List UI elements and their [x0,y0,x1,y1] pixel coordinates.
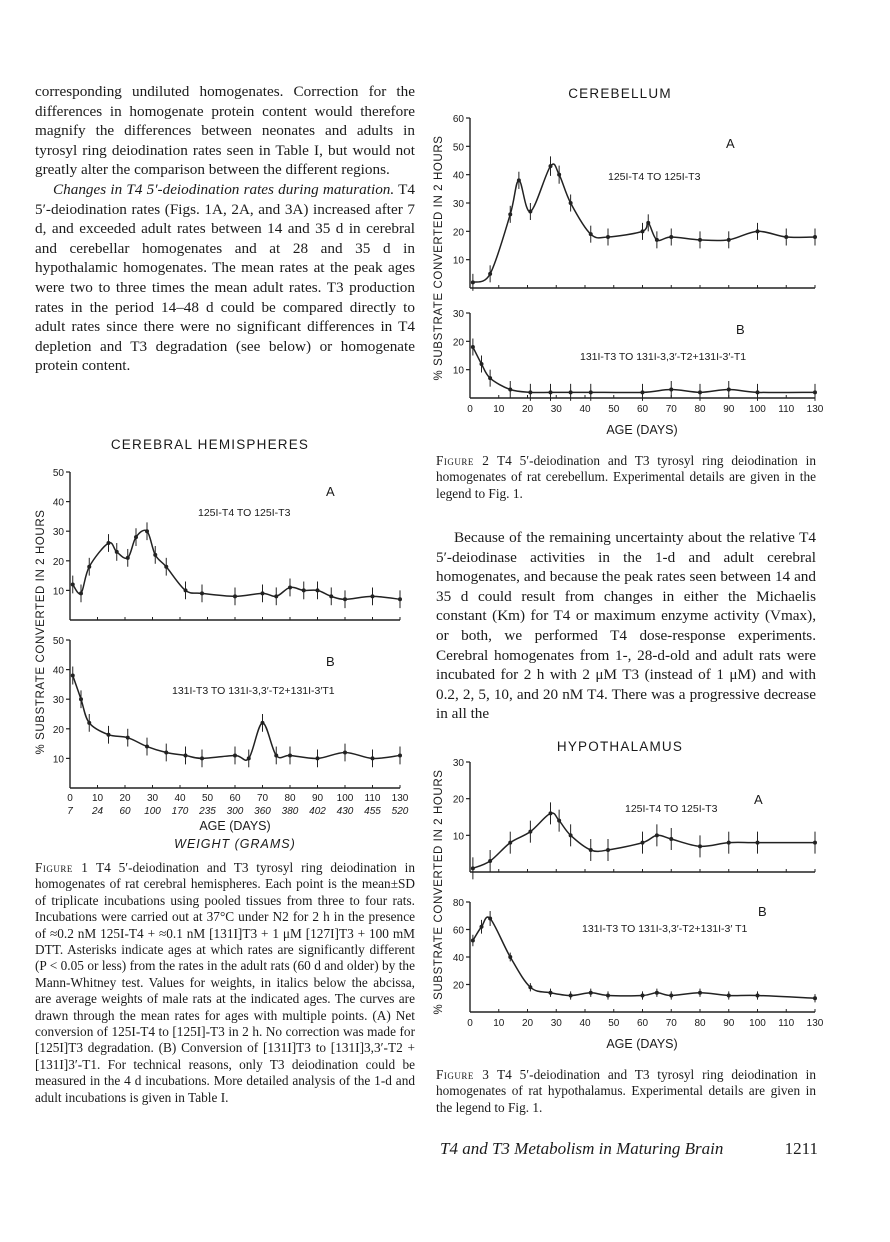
fig1-x-tick-label: 70 [256,793,269,804]
fig1-a-data-point [115,550,119,554]
fig2-b-data-point [471,345,475,349]
fig1-a-reaction-label: 125I-T4 TO 125I-T3 [198,507,291,519]
figure2-caption-text: T4 5′-deiodination and T3 tyrosyl ring deiodination in homogenates of rat cerebellum. Experimental details are given in the legend to Fig. 1. [436,453,816,501]
fig2-a-data-point [569,201,573,205]
fig1-y-axis-label: % SUBSTRATE CONVERTED IN 2 HOURS [35,509,47,755]
fig1-b-data-point [71,674,75,678]
fig1-b-panel-letter: B [326,654,335,669]
fig2-b-data-point [528,390,532,394]
fig1-x-tick-label: 80 [284,793,296,804]
fig3-b-data-point [589,991,593,995]
fig3-a-data-point [813,841,817,845]
figure1-caption [35,860,415,1106]
fig2-b-reaction-label: 131I-T3 TO 131I-3,3′-T2+131I-3′-T1 [580,351,747,363]
fig1-a-data-point [398,597,402,601]
fig1-b-y-tick-label: 30 [52,695,64,707]
fig1-a-data-point [233,594,237,598]
fig2-b-data-point [569,390,573,394]
fig2-b-data-point [589,390,593,394]
fig1-a-data-point [126,556,130,560]
fig3-x-tick-label: 50 [608,1018,620,1029]
fig2-b-y-tick-label: 30 [452,309,464,320]
fig2-a-y-tick-label: 50 [452,142,464,154]
fig2-a-data-point [549,164,553,168]
fig2-x-tick-label: 130 [806,404,824,415]
fig3-b-y-tick-label: 80 [452,898,464,909]
fig2-x-tick-label: 80 [694,404,706,415]
fig1-a-series-line [73,530,400,599]
fig1-b-data-point [200,756,204,760]
fig2-b-data-point [669,388,673,392]
fig1-a-y-tick-label: 20 [52,556,64,568]
fig2-b-data-point [488,376,492,380]
fig3-a-reaction-label: 125I-T4 TO 125I-T3 [625,803,718,815]
fig2-a-data-point [606,235,610,239]
fig3-b-data-point [669,994,673,998]
fig2-b-data-point [813,390,817,394]
fig2-x-tick-label: 110 [778,404,795,415]
fig3-x-tick-label: 30 [550,1018,562,1029]
fig2-a-y-tick-label: 30 [452,199,464,210]
running-title: T4 and T3 Metabolism in Maturing Brain [440,1139,724,1158]
fig1-a-data-point [153,553,157,557]
fig1-x-tick-label: 60 [229,793,241,804]
fig3-b-panel-letter: B [758,904,767,919]
fig1-b-data-point [261,721,265,725]
fig2-x-tick-label: 60 [636,404,649,415]
fig3-a-data-point [727,841,731,845]
left-paragraph-2 [35,180,415,376]
fig1-a-y-tick-label: 40 [52,497,64,509]
figure3-caption [436,1067,816,1116]
fig3-a-data-point [471,866,475,870]
fig3-b-data-point [756,994,760,998]
fig2-x-tick-label: 0 [467,404,473,415]
fig2-a-data-point [508,212,512,216]
fig1-a-data-point [288,585,292,589]
fig2-x-tick-label: 100 [749,404,766,415]
fig3-a-data-point [508,841,512,845]
fig3-b-data-point [528,985,532,989]
fig2-a-data-point [669,235,673,239]
fig1-b-y-tick-label: 40 [52,665,64,677]
fig2-x-tick-label: 30 [550,404,562,415]
figure2-caption-label: Figure 2 [436,453,490,468]
fig1-b-y-tick-label: 20 [52,724,64,736]
fig1-b-data-point [87,721,91,725]
fig3-b-data-point [698,991,702,995]
fig2-x-tick-label: 40 [579,404,591,415]
fig2-x-axis-label: AGE (DAYS) [606,423,678,437]
fig3-b-data-point [655,991,659,995]
fig2-x-tick-label: 10 [493,404,505,415]
right-text-column [436,528,816,724]
fig2-a-panel-letter: A [726,136,735,151]
fig1-b-y-tick-label: 10 [52,754,64,766]
fig3-a-y-tick-label: 10 [452,831,464,843]
fig2-b-data-point [727,388,731,392]
fig3-x-tick-label: 80 [694,1018,706,1029]
fig1-x-tick-label: 110 [364,793,381,804]
fig1-b-reaction-label: 131I-T3 TO 131I-3,3′-T2+131I-3′T1 [172,685,335,697]
figure2-caption [436,453,816,502]
fig2-a-data-point [784,235,788,239]
fig1-b-data-point [107,733,111,737]
fig3-x-tick-label: 40 [579,1018,591,1029]
fig1-x-axis-label: AGE (DAYS) [199,819,271,833]
fig1-weight-label: 7 [67,806,73,817]
fig1-b-data-point [233,753,237,757]
fig2-b-data-point [641,390,645,394]
fig3-b-y-tick-label: 40 [452,953,464,964]
fig3-a-data-point [756,841,760,845]
fig3-b-reaction-label: 131I-T3 TO 131I-3,3′-T2+131I-3′ T1 [582,923,748,935]
fig2-a-data-point [471,280,475,284]
fig3-a-y-tick-label: 20 [452,794,464,806]
figure2-chart [430,108,830,443]
fig1-b-data-point [79,697,83,701]
fig1-weight-label: 360 [254,806,271,817]
fig1-x-tick-label: 100 [336,793,354,804]
fig2-a-data-point [813,235,817,239]
fig1-b-data-point [247,756,251,760]
fig1-x-tick-label: 90 [311,793,324,804]
fig3-x-tick-label: 60 [636,1018,649,1029]
fig1-a-y-tick-label: 30 [52,527,64,539]
fig1-a-data-point [302,588,306,592]
fig3-b-data-point [549,991,553,995]
fig1-a-panel-letter: A [326,484,335,499]
figure1-chart [30,456,425,856]
fig1-weight-label: 170 [171,806,189,817]
fig2-x-tick-label: 50 [608,404,620,415]
fig2-b-data-point [549,390,553,394]
fig2-a-data-point [756,229,760,233]
fig2-b-data-point [756,390,760,394]
left-text-column [35,82,415,376]
fig3-a-panel-letter: A [754,792,763,807]
fig1-a-data-point [200,591,204,595]
fig1-a-data-point [343,597,347,601]
fig3-x-tick-label: 100 [749,1018,766,1029]
fig3-a-data-point [655,833,659,837]
fig2-y-axis-label: % SUBSTRATE CONVERTED IN 2 HOURS [433,135,445,381]
fig1-a-data-point [329,594,333,598]
figure1-title: CEREBRAL HEMISPHERES [110,437,310,452]
fig1-weight-label: 235 [199,806,216,817]
fig3-b-data-point [813,996,817,1000]
fig1-a-data-point [79,591,83,595]
fig3-b-data-point [606,994,610,998]
fig1-x-tick-label: 40 [174,793,186,804]
left-paragraph-2-body: T4 5′-deiodination rates (Figs. 1A, 2A, and 3A) increased after 7 d, and exceeded adult rates between 14 and 35 d in cerebral and cerebellar homogenates and at 28 and 35 d in hypothalamic homogenates. The mean rates at the peak ages were two to three times the mean adult rates. T3 production rates in the period 14–48 d could be compared directly to adult rates since there were no significant differences in T4 depletion and T3 degradation (see below) or homogenate protein content. [35,180,415,375]
fig3-a-data-point [589,848,593,852]
fig3-a-data-point [669,837,673,841]
fig1-b-data-point [184,753,188,757]
fig1-a-data-point [261,591,265,595]
fig3-x-tick-label: 10 [493,1018,505,1029]
fig2-a-y-tick-label: 20 [452,227,464,239]
figure3-caption-label: Figure 3 [436,1067,490,1082]
fig1-b-data-point [371,756,375,760]
fig3-b-data-point [641,994,645,998]
fig1-a-y-tick-label: 10 [52,586,64,598]
fig1-weight-label: 24 [91,806,104,817]
fig2-a-y-tick-label: 10 [452,255,464,267]
fig3-a-data-point [569,833,573,837]
fig1-b-data-point [145,745,149,749]
fig3-a-data-point [488,859,492,863]
fig1-b-data-point [164,750,168,754]
fig2-a-data-point [727,238,731,242]
fig3-b-data-point [727,994,731,998]
fig1-a-data-point [107,541,111,545]
fig3-x-tick-label: 130 [806,1018,824,1029]
figure1-caption-label: Figure 1 [35,860,89,875]
fig3-b-data-point [471,939,475,943]
fig1-b-data-point [398,753,402,757]
fig2-b-y-tick-label: 10 [452,365,464,377]
fig1-weight-label: 300 [226,806,244,817]
fig1-x-tick-label: 50 [201,793,214,804]
fig1-x-tick-label: 20 [119,793,131,804]
fig3-a-series-line [473,813,815,868]
fig2-a-data-point [641,229,645,233]
fig3-a-y-tick-label: 30 [452,758,464,769]
fig2-x-tick-label: 70 [665,404,677,415]
figure3-chart [430,752,830,1062]
fig3-x-tick-label: 0 [467,1018,473,1029]
fig1-b-data-point [288,753,292,757]
fig1-b-data-point [274,753,278,757]
figure2-title: CEREBELLUM [568,86,672,101]
fig1-x-tick-label: 30 [146,793,159,804]
fig3-a-data-point [549,811,553,815]
fig1-x-tick-label: 130 [391,793,409,804]
fig2-b-data-point [480,362,484,366]
fig2-a-data-point [589,232,593,236]
fig2-a-reaction-label: 125I-T4 TO 125I-T3 [608,171,701,183]
fig3-a-data-point [557,819,561,823]
fig2-b-panel-letter: B [736,322,745,337]
fig2-b-y-tick-label: 20 [452,337,464,349]
page-number: 1211 [784,1139,818,1158]
fig1-b-y-tick-label: 50 [52,636,64,647]
fig2-a-data-point [557,173,561,177]
fig3-b-data-point [569,994,573,998]
fig1-a-data-point [274,594,278,598]
fig3-x-tick-label: 20 [521,1018,534,1029]
fig2-a-data-point [517,178,521,182]
fig2-a-data-point [528,210,532,214]
fig2-a-y-tick-label: 40 [452,170,464,182]
fig3-b-y-tick-label: 20 [452,980,464,992]
fig2-a-y-tick-label: 60 [452,114,464,125]
section-heading: Changes in T4 5′-deiodination rates during maturation. [53,180,395,198]
fig1-b-data-point [343,750,347,754]
fig1-a-y-tick-label: 50 [52,468,64,479]
left-paragraph-1: corresponding undiluted homogenates. Correction for the differences in homogenate protein content would therefore magnify the differences between neonates and adults in tyrosyl ring deiodination rates seen in Table I, but would not greatly alter the comparison between the different regions. [35,83,415,179]
fig3-x-tick-label: 110 [778,1018,795,1029]
fig3-a-data-point [528,830,532,834]
fig1-a-data-point [371,594,375,598]
figure3-title: HYPOTHALAMUS [556,739,684,754]
fig1-a-data-point [164,565,168,569]
figure3-caption-text: T4 5′-deiodination and T3 tyrosyl ring deiodination in homogenates of rat hypothalamus. Experimental details are given in the legend to Fig. 1. [436,1067,816,1115]
fig2-b-data-point [698,390,702,394]
fig1-weight-label: 60 [119,806,131,817]
fig2-a-data-point [488,272,492,276]
fig3-a-data-point [641,841,645,845]
fig1-b-data-point [126,736,130,740]
fig2-a-data-point [698,238,702,242]
fig3-a-data-point [606,848,610,852]
fig3-b-y-tick-label: 60 [452,925,464,937]
page-footer [440,1139,818,1159]
fig3-b-data-point [508,955,512,959]
fig1-weight-label: 430 [336,806,354,817]
fig1-weight-axis-label: WEIGHT (GRAMS) [174,837,296,851]
fig3-a-data-point [698,844,702,848]
fig1-weight-label: 100 [144,806,161,817]
fig2-x-tick-label: 90 [723,404,735,415]
fig1-weight-label: 380 [281,806,299,817]
fig3-b-data-point [480,925,484,929]
fig3-x-axis-label: AGE (DAYS) [606,1037,678,1051]
fig1-a-data-point [134,535,138,539]
fig2-a-data-point [646,221,650,225]
fig3-x-tick-label: 70 [665,1018,677,1029]
fig1-x-tick-label: 10 [91,793,104,804]
fig1-a-data-point [71,582,75,586]
fig1-a-data-point [184,588,188,592]
figure1-caption-text: T4 5′-deiodination and T3 tyrosyl ring deiodination in homogenates of rat cerebral hemispheres. Each point is the mean±SD of triplicate incubations using pooled tissues from three to four rats. Incubations were carried out at 37°C under N2 for 2 h in the presence of ≈0.2 nM 125I-T4 + ≈0.1 nM [131I]T3 + 1 μM [127I]T3 + 100 mM DTT. Asterisks indicate ages at which rates are significantly different (P < 0.05 or less) from the rates in the adult rats (60 d and older) by the Mann-Whitney test. Values for weights, in italics below the abcissa, are average weights of male rats at the indicated ages. The curves are drawn through the mean rates for ages with multiple points. (A) Net conversion of 125I-T4 to [125I]-T3 in 2 h. No correction was made for [125I]T3 degradation. (B) Conversion of [131I]T3 to [131I]3,3′-T2 + [131I]3′-T1. For technical reasons, only T3 deiodination could be measured in the 4 d incubations. More detailed analysis of the 1-d and adult incubations is given in Table I. [35,860,415,1105]
fig1-weight-label: 402 [309,806,326,817]
fig3-x-tick-label: 90 [723,1018,735,1029]
fig1-a-data-point [316,588,320,592]
fig2-b-data-point [508,388,512,392]
fig1-x-tick-label: 0 [67,793,73,804]
fig2-a-data-point [655,238,659,242]
fig3-b-data-point [488,917,492,921]
fig2-x-tick-label: 20 [521,404,534,415]
fig1-weight-label: 455 [364,806,381,817]
fig1-a-data-point [145,529,149,533]
fig1-b-data-point [316,756,320,760]
fig1-a-data-point [87,565,91,569]
fig1-weight-label: 520 [391,806,409,817]
fig3-y-axis-label: % SUBSTRATE CONVERTED IN 2 HOURS [433,769,445,1015]
right-paragraph-1: Because of the remaining uncertainty about the relative T4 5′-deiodinase activities in the 1-d and adult cerebral homogenates, and because the peak rates seen between 14 and 35 d could result from changes in either the Michaelis constant (Km) for T4 or maximum enzyme activity (Vmax), or both, we performed T4 dose-response experiments. Cerebral homogenates from 1-, 28-d-old and adult rats were incubated for 2 h with 2 μM T3 (instead of 1 μM) and with 0.2, 2, 5, 10, and 20 nM T4. There was a progressive decrease in all the [436,529,816,723]
